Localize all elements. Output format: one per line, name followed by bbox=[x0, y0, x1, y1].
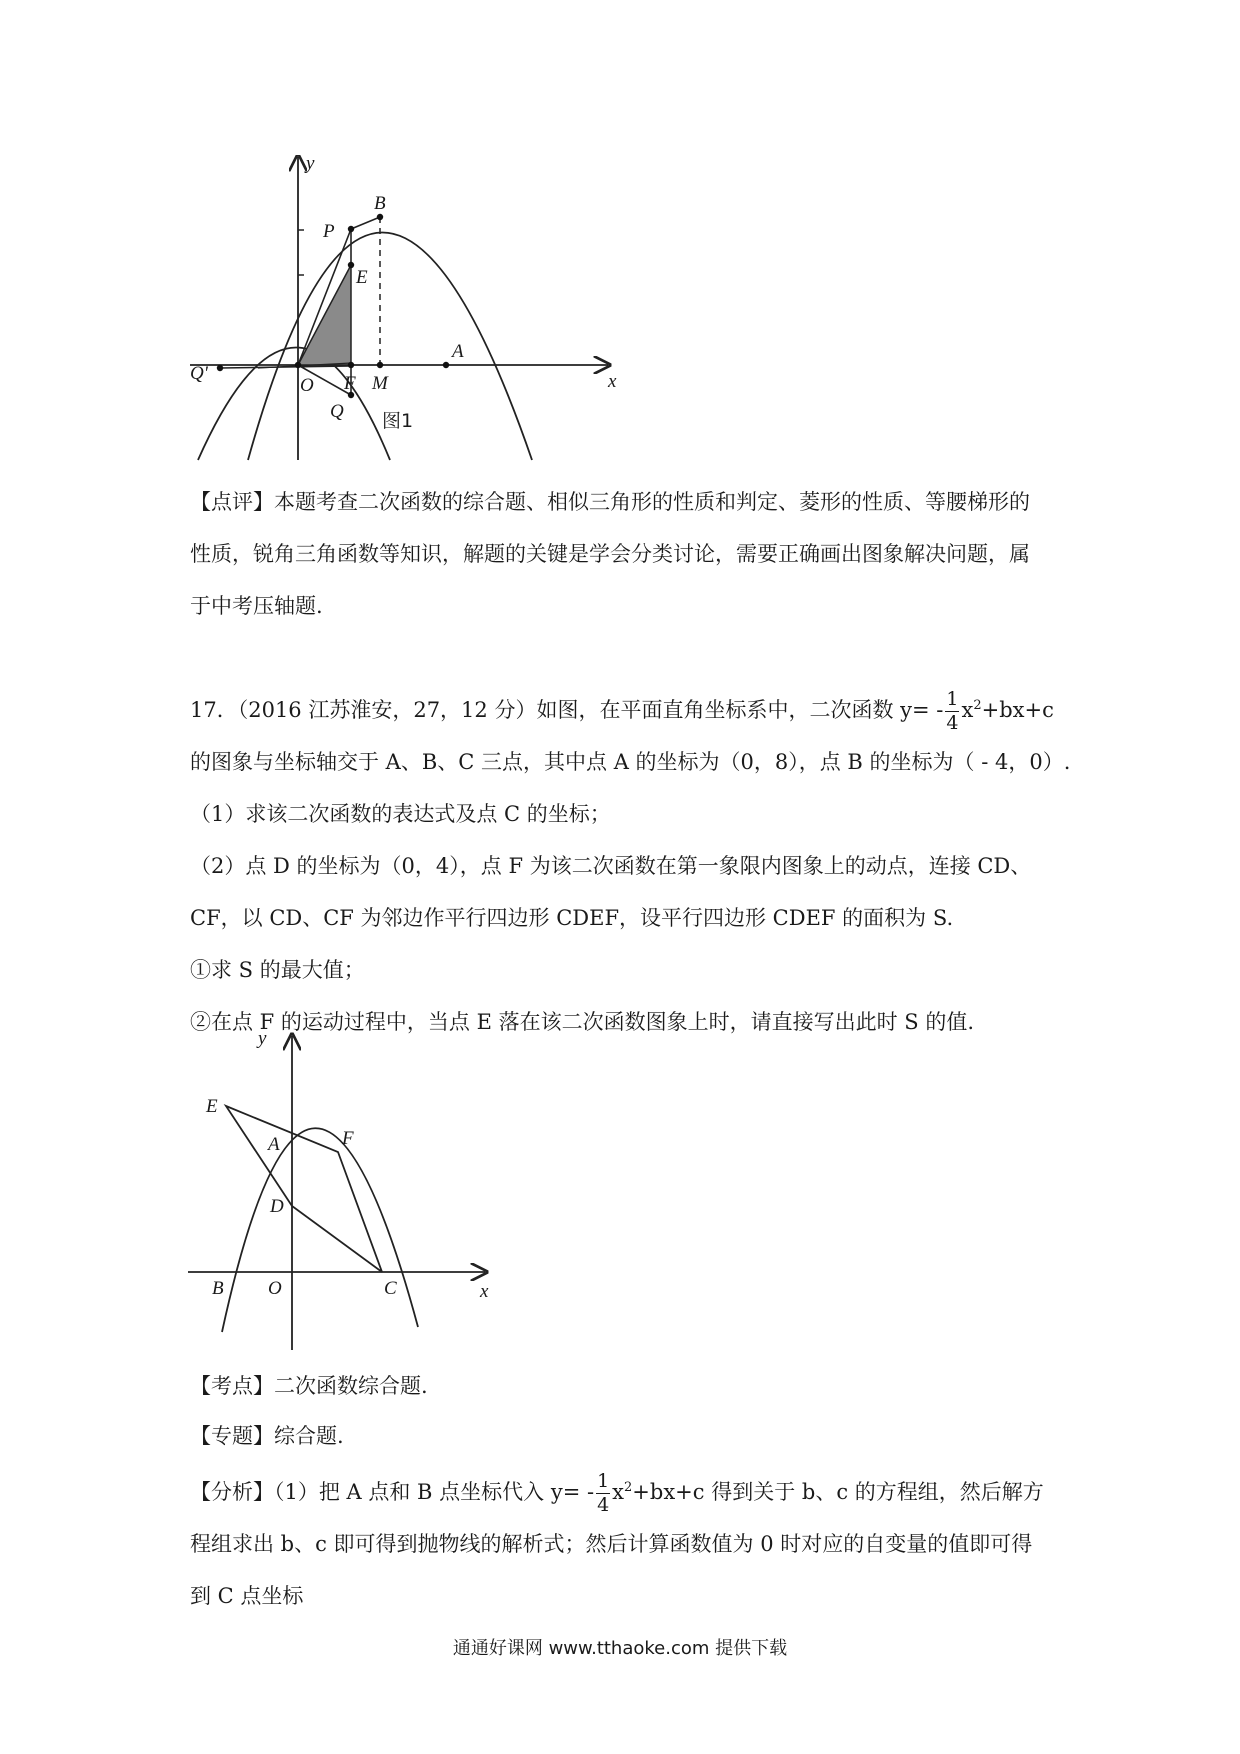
label-o-2: O bbox=[268, 1278, 282, 1299]
zhuanti-block bbox=[190, 1410, 1060, 1462]
label-b-2: B bbox=[212, 1278, 224, 1299]
comment-line-2: 性质，锐角三角函数等知识，解题的关键是学会分类讨论，需要正确画出图象解决问题，属 bbox=[190, 542, 1030, 566]
fenxi-line-3: 到 C 点坐标 bbox=[190, 1584, 304, 1608]
comment-tag: 【点评】 bbox=[190, 490, 274, 514]
problem-line-5: CF，以 CD、CF 为邻边作平行四边形 CDEF，设平行四边形 CDEF 的面积为 S. bbox=[190, 906, 954, 930]
label-a: A bbox=[452, 341, 464, 362]
kaodian-text: 二次函数综合题. bbox=[274, 1374, 428, 1398]
label-q-prime: Q' bbox=[190, 363, 208, 384]
problem-line-3: （1）求该二次函数的表达式及点 C 的坐标； bbox=[190, 802, 611, 826]
label-x: x bbox=[608, 371, 617, 392]
label-e-2: E bbox=[206, 1096, 218, 1117]
figure-1-caption: 图1 bbox=[382, 410, 414, 432]
label-y: y bbox=[306, 155, 315, 174]
problem-line-4: （2）点 D 的坐标为（0，4），点 F 为该二次函数在第一象限内图象上的动点，连接 CD、 bbox=[190, 854, 1032, 878]
fenxi-block bbox=[190, 1462, 1060, 1622]
fraction-one-quarter: $\frac{1}{4}$ bbox=[946, 688, 959, 734]
label-o: O bbox=[300, 375, 314, 396]
comment-line-1: 本题考查二次函数的综合题、相似三角形的性质和判定、菱形的性质、等腰梯形的 bbox=[274, 490, 1030, 514]
shaded-triangle bbox=[298, 265, 351, 365]
fenxi-line-1: 【分析】（1）把 A 点和 B 点坐标代入 y= - $\frac{1}{4}$ $x^2+bx+c$ 得到关于 b、c 的方程组，然后解方 bbox=[190, 1470, 1044, 1516]
label-y-2: y bbox=[258, 1028, 267, 1049]
label-f: F bbox=[344, 373, 356, 394]
figure-2 bbox=[180, 1022, 510, 1352]
parabola-2 bbox=[222, 1128, 418, 1332]
label-q: Q bbox=[330, 401, 344, 422]
label-f-2: F bbox=[342, 1128, 354, 1149]
label-p: P bbox=[323, 221, 335, 242]
problem-line-7: ②在点 F 的运动过程中，当点 E 落在该二次函数图象上时，请直接写出此时 S 的值. bbox=[190, 1010, 975, 1034]
label-x-2: x bbox=[480, 1281, 489, 1302]
comment-block bbox=[190, 476, 1060, 632]
problem-line-1: 17．（2016 江苏淮安，27，12 分）如图，在平面直角坐标系中，二次函数 y= - $\frac{1}{4}$ $x^2+bx+c$ bbox=[190, 688, 1054, 734]
label-m: M bbox=[372, 373, 388, 394]
problem-line-6: ①求 S 的最大值； bbox=[190, 958, 365, 982]
label-d-2: D bbox=[270, 1196, 284, 1217]
problem-17 bbox=[190, 680, 1071, 1048]
page-footer: 通通好课网 www.tthaoke.com 提供下载 bbox=[452, 1638, 788, 1659]
label-c-2: C bbox=[384, 1278, 397, 1299]
label-b: B bbox=[374, 193, 386, 214]
label-a-2: A bbox=[268, 1134, 280, 1155]
label-e: E bbox=[356, 267, 368, 288]
problem-line-2: 的图象与坐标轴交于 A、B、C 三点，其中点 A 的坐标为（0，8），点 B 的坐标为（ - 4，0）. bbox=[190, 750, 1071, 774]
fraction-one-quarter-2: $\frac{1}{4}$ bbox=[597, 1470, 610, 1516]
fenxi-line-2: 程组求出 b、c 即可得到抛物线的解析式；然后计算函数值为 0 时对应的自变量的值即可得 bbox=[190, 1532, 1033, 1556]
kaodian-block bbox=[190, 1360, 1060, 1412]
fenxi-tag: 【分析】 bbox=[190, 1480, 274, 1504]
figure-1 bbox=[180, 155, 640, 465]
comment-line-3: 于中考压轴题. bbox=[190, 594, 323, 618]
kaodian-tag: 【考点】 bbox=[190, 1374, 274, 1398]
zhuanti-tag: 【专题】 bbox=[190, 1424, 274, 1448]
zhuanti-text: 综合题. bbox=[274, 1424, 344, 1448]
